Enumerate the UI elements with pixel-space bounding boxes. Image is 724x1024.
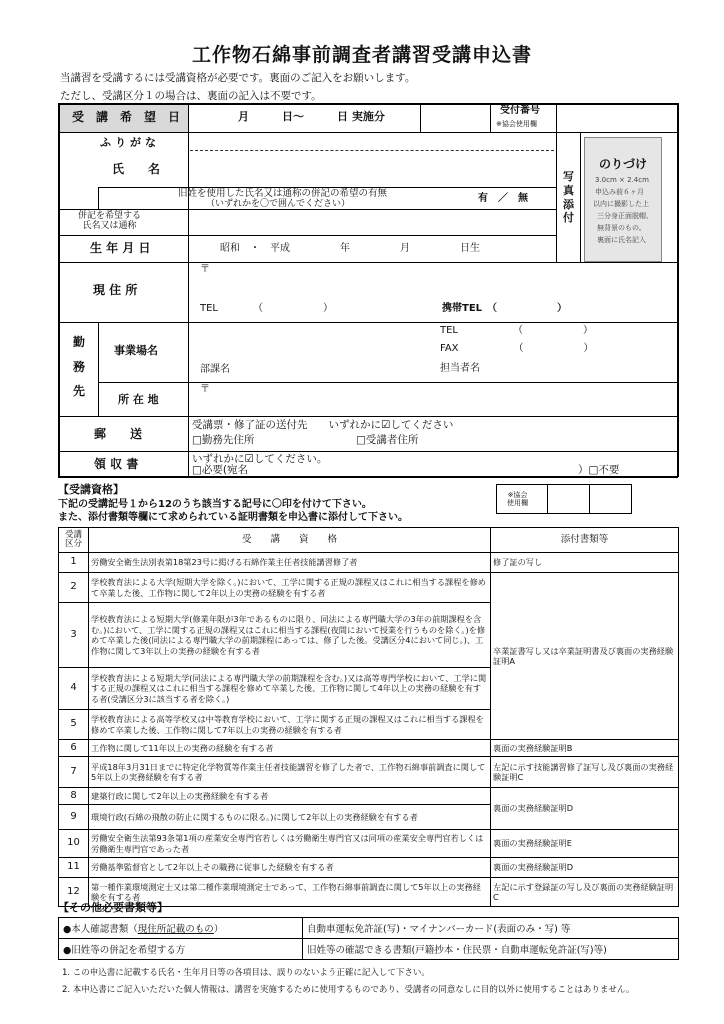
photo-paste-area[interactable] bbox=[584, 137, 662, 262]
row-docs: 修了証の写し bbox=[491, 553, 679, 573]
photo-title: のりづけ bbox=[599, 157, 648, 171]
row-number[interactable]: 11 bbox=[59, 858, 89, 878]
address-label: 現 住 所 bbox=[93, 283, 138, 297]
row-text: 学校教育法による短期大学(修業年限が3年であるものに限り、同法による専門職大学の3年の前期課程を含む。)において、工学に関する正規の課程又はこれに相当する課程(夜間において授業を行うものを除く。)を修めて卒業した後(同法による専門職大学の前期課程にあっては、修了した後。受講区分4において同じ。)、工作物に関して3年以上の実務の経験を有する者 bbox=[89, 603, 491, 668]
form-title: 工作物石綿事前調査者講習受講申込書 bbox=[191, 44, 532, 66]
dob-field[interactable]: 昭和 ・ 平成 年 月 日生 bbox=[220, 243, 480, 254]
photo-note-3: 三分身正面脱帽、 bbox=[597, 212, 653, 220]
qualification-row[interactable] bbox=[59, 830, 679, 858]
furigana-field[interactable] bbox=[190, 134, 554, 149]
office-location-label: 所 在 地 bbox=[118, 393, 159, 406]
qualification-instruction-1: 下記の受講記号１から12のうち該当する記号に〇印を付けて下さい。 bbox=[58, 499, 372, 510]
row-number[interactable]: 6 bbox=[59, 740, 89, 757]
qualification-row[interactable] bbox=[59, 858, 679, 878]
former-name-question: 旧姓を使用した氏名又は通称の併記の希望の有無 bbox=[178, 188, 388, 199]
qualification-row[interactable] bbox=[59, 740, 679, 757]
receipt-instruction: いずれかに☑してください。 bbox=[192, 453, 328, 465]
other-docs-header: 【その他必要書類等】 bbox=[58, 901, 168, 914]
note-1: 1. この申込書に記載する氏名・生年月日等の各項目は、誤りのないよう正確に記入して下さい。 bbox=[62, 968, 430, 978]
mailing-instruction: 受講票・修了証の送付先 いずれかに☑してください bbox=[192, 419, 454, 431]
row-number[interactable]: 4 bbox=[59, 668, 89, 710]
row-number[interactable]: 1 bbox=[59, 553, 89, 573]
row-text: 学校教育法による高等学校又は中等教育学校において、工学に関する正規の課程又はこれに相当する課程を修めて卒業した後、工作物に関して7年以上の実務の経験を有する者 bbox=[89, 710, 491, 740]
photo-size: 3.0cm × 2.4cm bbox=[595, 176, 649, 184]
other-docs-row bbox=[59, 939, 679, 960]
row-docs: 裏面の実務経験証明D bbox=[491, 858, 679, 878]
qualification-header: 【受講資格】 bbox=[58, 483, 124, 496]
home-tel-field[interactable]: TEL （ ） bbox=[200, 303, 333, 314]
name-field[interactable] bbox=[190, 152, 554, 186]
receipt-option-not-needed[interactable]: ）□不要 bbox=[578, 464, 620, 476]
row-text: 学校教育法による短期大学(同法による専門職大学の前期課程を含む。)又は高等専門学校において、工学に関する正規の課程又はこれに相当する課程を修めて卒業した後、工作物に関して4年以上の実務の経験を有する者(受講区分3に該当する者を除く。) bbox=[89, 668, 491, 710]
photo-note-4: 無背景のもの。 bbox=[597, 224, 646, 232]
reception-number-field bbox=[558, 106, 676, 131]
row-text: 建築行政に関して2年以上の実務経験を有する者 bbox=[89, 788, 491, 805]
combined-name-label: 併記を希望する 氏名又は通称 bbox=[78, 211, 142, 232]
receipt-option-needed[interactable]: □必要(宛名 bbox=[192, 464, 249, 476]
receipt-label: 領 収 書 bbox=[94, 457, 139, 471]
row-number[interactable]: 5 bbox=[59, 710, 89, 740]
address-field[interactable] bbox=[212, 264, 672, 298]
former-name-options[interactable]: 有 ／ 無 bbox=[478, 193, 528, 204]
photo-note-1: 申込み前６ヶ月 bbox=[595, 188, 644, 196]
row-docs: 左記に示す登録証の写し及び裏面の実務経験証明C bbox=[491, 878, 679, 907]
reception-number-label: 受付番号 bbox=[500, 105, 540, 116]
row-number[interactable]: 8 bbox=[59, 788, 89, 805]
row-text: 労働安全衛生法別表第18第23号に掲げる石綿作業主任者技能講習修了者 bbox=[89, 553, 491, 573]
address-postal-mark: 〒 bbox=[200, 264, 210, 275]
mailing-option-employer[interactable]: □勤務先住所 bbox=[192, 434, 255, 446]
office-fax-field[interactable]: FAX （ ） bbox=[440, 343, 594, 354]
photo-attach-label: 写真添付 bbox=[563, 170, 574, 225]
col-documents: 添付書類等 bbox=[491, 528, 679, 553]
office-name-field[interactable] bbox=[190, 324, 430, 360]
note-2: 2. 本申込書にご記入いただいた個人情報は、講習を実施するために使用するものであり、受講者の同意なしに目的以外に使用することはありません。 bbox=[62, 985, 635, 995]
id-documents-label: ●本人確認書類（現住所記載のもの） bbox=[59, 918, 303, 939]
row-docs: 裏面の実務経験証明E bbox=[491, 830, 679, 858]
mailing-option-home[interactable]: □受講者住所 bbox=[356, 434, 419, 446]
mailing-label: 郵 送 bbox=[94, 427, 143, 441]
office-postal-mark: 〒 bbox=[200, 384, 210, 395]
row-text: 工作物に関して11年以上の実務の経験を有する者 bbox=[89, 740, 491, 757]
row-text: 平成18年3月31日までに特定化学物質等作業主任者技能講習を修了した者で、工作物石綿事前調査に関して5年以上の実務経験を有する者 bbox=[89, 757, 491, 788]
row-text: 学校教育法による大学(短期大学を除く。)において、工学に関する正規の課程又はこれに相当する課程を修めて卒業した後、工作物に関して2年以上の実務の経験を有する者 bbox=[89, 573, 491, 603]
employer-label: 勤務先 bbox=[73, 335, 86, 399]
row-text: 第一種作業環境測定士又は第二種作業環境測定士であって、工作物石綿事前調査に関して5年以上の実務経験を有する者 bbox=[89, 878, 491, 907]
mobile-tel-field[interactable]: 携帯TEL （ ） bbox=[442, 303, 568, 314]
association-use-label: ※協会 使用欄 bbox=[507, 491, 528, 508]
former-name-docs-label: ●旧姓等の併記を希望する方 bbox=[59, 939, 303, 960]
name-label: 氏 名 bbox=[112, 162, 161, 176]
row-text: 環境行政(石綿の飛散の防止に関するものに限る。)に関して2年以上の実務経験を有する者 bbox=[89, 805, 491, 830]
former-name-docs-examples: 旧姓等の確認できる書類(戸籍抄本・住民票・自動車運転免許証(写)等) bbox=[303, 939, 679, 960]
association-use-box bbox=[496, 484, 632, 514]
office-name-label: 事業場名 bbox=[114, 344, 158, 357]
id-documents-examples: 自動車運転免許証(写)・マイナンバーカード(表面のみ・写) 等 bbox=[303, 918, 679, 939]
other-docs-row bbox=[59, 918, 679, 939]
qualification-header-row bbox=[59, 528, 679, 553]
department-field[interactable]: 部課名 bbox=[200, 364, 230, 375]
row-docs: 卒業証書写し又は卒業証明書及び裏面の実務経験証明A bbox=[491, 573, 679, 740]
qualification-row[interactable] bbox=[59, 788, 679, 805]
qualification-instruction-2: また、添付書類等欄にて求められている証明書類を申込書に添付して下さい。 bbox=[58, 512, 408, 523]
row-number[interactable]: 12 bbox=[59, 878, 89, 907]
row-docs: 左記に示す技能講習修了証写し及び裏面の実務経験証明C bbox=[491, 757, 679, 788]
desired-date-label: 受 講 希 望 日 bbox=[72, 110, 181, 124]
col-category: 受講 区分 bbox=[59, 528, 89, 553]
intro-line-1: 当講習を受講するには受講資格が必要です。裏面のご記入をお願いします。 bbox=[60, 72, 416, 84]
row-number[interactable]: 9 bbox=[59, 805, 89, 830]
intro-line-2: ただし、受講区分１の場合は、裏面の記入は不要です。 bbox=[60, 90, 322, 102]
contact-person-field[interactable]: 担当者名 bbox=[440, 363, 480, 374]
office-tel-field[interactable]: TEL （ ） bbox=[440, 325, 593, 336]
desired-date-field[interactable]: 月 日～ 日 実施分 bbox=[238, 110, 385, 123]
row-docs: 裏面の実務経験証明D bbox=[491, 788, 679, 830]
furigana-label: ふりがな bbox=[100, 136, 160, 149]
qualification-row[interactable] bbox=[59, 553, 679, 573]
office-location-field[interactable] bbox=[212, 384, 672, 414]
row-text: 労働安全衛生法第93条第1項の産業安全専門官若しくは労働衛生専門官又は同項の産業安全専門官若しくは労働衛生専門官であった者 bbox=[89, 830, 491, 858]
qualification-table bbox=[58, 527, 679, 907]
reception-note: ※協会使用欄 bbox=[496, 120, 537, 128]
row-docs: 裏面の実務経験証明B bbox=[491, 740, 679, 757]
row-text: 労働基準監督官として2年以上その職務に従事した経験を有する者 bbox=[89, 858, 491, 878]
photo-note-2: 以内に撮影した上 bbox=[593, 200, 649, 208]
dob-label: 生 年 月 日 bbox=[90, 241, 151, 255]
qualification-row[interactable] bbox=[59, 573, 679, 603]
former-name-hint: （いずれかを〇で囲んでください） bbox=[206, 199, 351, 209]
furigana-divider bbox=[190, 150, 554, 151]
row-number[interactable]: 10 bbox=[59, 830, 89, 858]
photo-note-5: 裏面に氏名記入 bbox=[597, 236, 646, 244]
qualification-row[interactable] bbox=[59, 757, 679, 788]
col-qualification: 受 講 資 格 bbox=[89, 528, 491, 553]
row-number[interactable]: 2 bbox=[59, 573, 89, 603]
combined-name-field[interactable] bbox=[190, 211, 554, 234]
other-docs-table bbox=[58, 917, 679, 960]
row-number[interactable]: 7 bbox=[59, 757, 89, 788]
row-number[interactable]: 3 bbox=[59, 603, 89, 668]
